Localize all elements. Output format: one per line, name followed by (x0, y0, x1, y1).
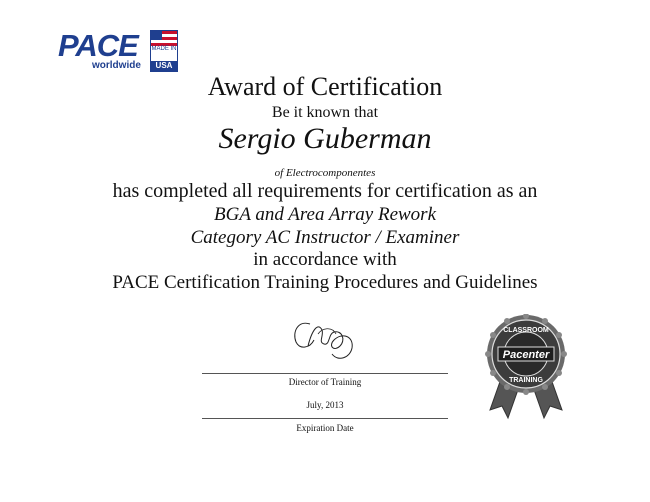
made-in-usa-flag-icon (150, 30, 178, 72)
course-category: Category AC Instructor / Examiner (190, 227, 460, 248)
signature-icon (288, 316, 364, 364)
logo-tagline: worldwide (92, 60, 141, 71)
certificate-intro: Be it known that (271, 104, 379, 121)
signature-line (202, 373, 448, 374)
flag-made-text: MADE IN (151, 46, 177, 52)
pace-logo (58, 26, 178, 72)
accordance-text: in accordance with (253, 249, 397, 270)
flag-usa-text: USA (151, 61, 177, 71)
director-label: Director of Training (288, 377, 362, 387)
seal-bottom-text: TRAINING (509, 377, 543, 384)
completion-statement: has completed all requirements for certification as an (112, 180, 538, 202)
seal-top-text: CLASSROOM (503, 327, 549, 334)
seal-center-text: Pacenter (502, 349, 550, 361)
logo-brand: PACE (58, 28, 138, 63)
date-line (202, 418, 448, 419)
program-name: PACE Certification Training Procedures and Guidelines (112, 272, 538, 293)
classroom-training-seal-icon (484, 314, 568, 420)
course-name: BGA and Area Array Rework (214, 204, 436, 225)
expiration-label: Expiration Date (296, 423, 354, 433)
recipient-name: Sergio Guberman (218, 122, 432, 155)
recipient-organization: of Electrocomponentes (274, 167, 376, 179)
expiration-date: July, 2013 (306, 400, 344, 410)
certificate-title: Award of Certification (207, 72, 443, 101)
